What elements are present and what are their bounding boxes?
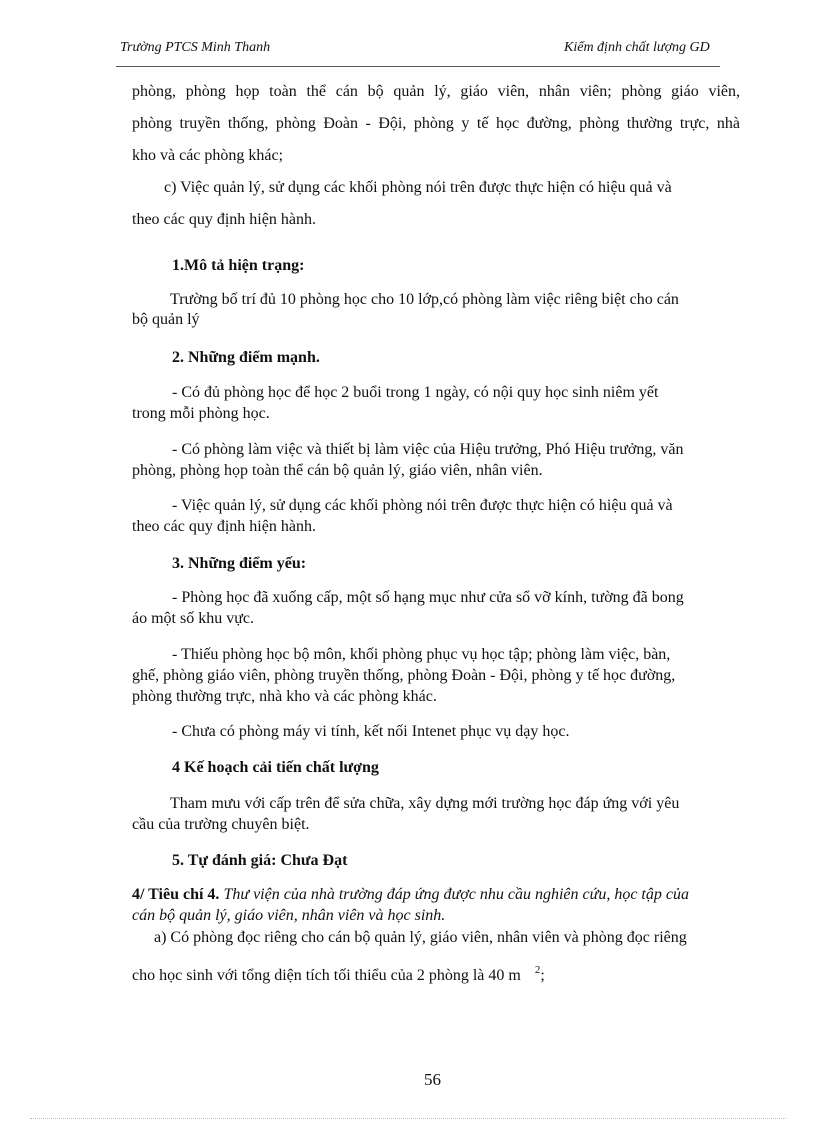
section-heading-strengths: 2. Những điểm mạnh. [172,349,320,366]
section-heading-self-assessment: 5. Tự đánh giá: Chưa Đạt [172,852,348,869]
text-span: ; [540,967,545,984]
text-line: - Có phòng làm việc và thiết bị làm việc của Hiệu trưởng, Phó Hiệu trưởng, văn [172,441,684,458]
text-line: cầu của trường chuyên biệt. [132,816,310,833]
text-line: Tham mưu với cấp trên để sửa chữa, xây dựng mới trường học đáp ứng với yêu [170,795,680,812]
text-line: - Chưa có phòng máy vi tính, kết nối Intenet phục vụ dạy học. [172,723,570,740]
header-school-name: Trường PTCS Minh Thanh [120,40,271,55]
page-bottom-border [30,1118,786,1119]
text-span: cho học sinh với tổng diện tích tối thiểu của 2 phòng là 40 m [132,967,521,984]
criterion-text-line: cán bộ quản lý, giáo viên, nhân viên và học sinh. [132,907,446,924]
text-line: ghế, phòng giáo viên, phòng truyền thống, phòng Đoàn - Đội, phòng y tế học đường, [132,667,676,684]
text-line: - Việc quản lý, sử dụng các khối phòng nói trên được thực hiện có hiệu quả và [172,497,673,514]
text-line: phòng truyền thống, phòng Đoàn - Đội, phòng y tế học đường, phòng thường trực, nhà [132,115,740,132]
text-line: c) Việc quản lý, sử dụng các khối phòng nói trên được thực hiện có hiệu quả và [164,179,672,196]
text-line: theo các quy định hiện hành. [132,211,316,228]
header-divider [116,66,720,67]
text-line: Trường bố trí đủ 10 phòng học cho 10 lớp,có phòng làm việc riêng biệt cho cán [170,291,679,308]
text-line [132,966,740,987]
text-line: a) Có phòng đọc riêng cho cán bộ quản lý, giáo viên, nhân viên và phòng đọc riêng [154,929,687,946]
header-document-title: Kiểm định chất lượng GD [564,40,710,55]
text-line: - Phòng học đã xuống cấp, một số hạng mục như cửa sổ vỡ kính, tường đã bong [172,589,684,606]
section-heading-improvement-plan: 4 Kế hoạch cải tiến chất lượng [172,759,379,776]
text-line: theo các quy định hiện hành. [132,518,316,535]
text-line: trong mỗi phòng học. [132,405,270,422]
text-line: phòng, phòng họp toàn thể cán bộ quản lý, giáo viên, nhân viên. [132,462,543,479]
section-heading-current-state: 1.Mô tả hiện trạng: [172,257,305,274]
criterion-heading [132,885,742,905]
text-line: - Có đủ phòng học để học 2 buổi trong 1 ngày, có nội quy học sinh niêm yết [172,384,659,401]
page-number: 56 [424,1070,441,1089]
superscript: 2 [534,964,541,976]
text-line: - Thiếu phòng học bộ môn, khối phòng phục vụ học tập; phòng làm việc, bàn, [172,646,671,663]
text-line: phòng thường trực, nhà kho và các phòng khác. [132,688,437,705]
text-line: áo một số khu vực. [132,610,254,627]
criterion-text: Thư viện của nhà trường đáp ứng được nhu cầu nghiên cứu, học tập của [219,886,689,903]
text-line: phòng, phòng họp toàn thể cán bộ quản lý, giáo viên, nhân viên; phòng giáo viên, [132,83,740,100]
text-line: kho và các phòng khác; [132,147,284,164]
criterion-label: 4/ Tiêu chí 4. [132,886,220,903]
section-heading-weaknesses: 3. Những điểm yếu: [172,555,307,572]
text-line: bộ quản lý [132,311,200,328]
